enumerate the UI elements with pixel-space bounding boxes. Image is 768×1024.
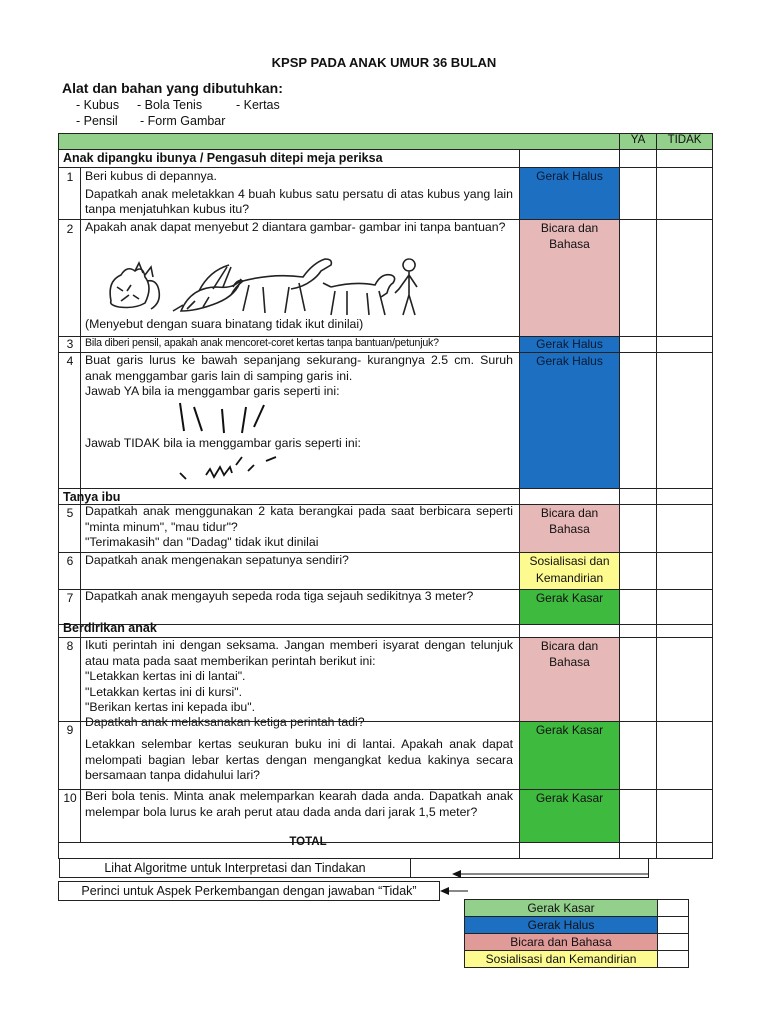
q4-line-1: Buat garis lurus ke bawah sepanjang sekurang- kurangnya 2.5 cm. Suruh anak menggambar garis lain di samping garis ini. bbox=[85, 353, 513, 383]
q1-text bbox=[85, 169, 513, 218]
legend bbox=[464, 899, 688, 969]
q8-line-4: "Berikan kertas ini kepada ibu". bbox=[85, 700, 256, 714]
q10-category: Gerak Kasar bbox=[520, 790, 619, 842]
table-header-bar bbox=[58, 133, 620, 150]
q9-category: Gerak Kasar bbox=[520, 722, 619, 789]
q9-text: Letakkan selembar kertas seukuran buku ini di lantai. Apakah anak dapat melompati bagian lebar kertas dengan mengangkat kedua kakinya secara bersamaan tanpa didahului lari? bbox=[85, 737, 513, 782]
row-divider bbox=[58, 842, 712, 843]
q5-text bbox=[85, 504, 513, 551]
section-pangku: Anak dipangku ibunya / Pengasuh ditepi meja periksa bbox=[63, 151, 383, 165]
q4-line-yes: Jawab YA bila ia menggambar garis seperti ini: bbox=[85, 384, 340, 398]
q8-line-2: "Letakkan kertas ini di lantai". bbox=[85, 669, 246, 683]
q8-number: 8 bbox=[66, 639, 74, 653]
q2-number: 2 bbox=[66, 222, 74, 236]
legend-gerak-kasar: Gerak Kasar bbox=[464, 899, 658, 917]
tool-bola-tenis: - Bola Tenis bbox=[137, 98, 203, 112]
arrow-left-icon bbox=[452, 868, 650, 880]
legend-bicara-bahasa-box[interactable] bbox=[657, 933, 689, 951]
section-berdirikan: Berdirikan anak bbox=[63, 621, 157, 635]
q5-category: Bicara dan Bahasa bbox=[520, 505, 619, 552]
q1-line-2: Dapatkah anak meletakkan 4 buah kubus satu persatu di atas kubus yang lain tanpa menjatuhkan kubus itu? bbox=[85, 186, 513, 216]
q1-category: Gerak Halus bbox=[520, 168, 619, 219]
tool-kubus: - Kubus bbox=[76, 98, 120, 112]
q8-line-5: Dapatkah anak melaksanakan ketiga perintah tadi? bbox=[85, 714, 365, 729]
q2-category: Bicara dan Bahasa bbox=[520, 220, 619, 336]
q8-line-3: "Letakkan kertas ini di kursi". bbox=[85, 684, 243, 699]
q6-category: Sosialisasi dan Kemandirian bbox=[520, 553, 619, 589]
arrow-left-icon bbox=[440, 885, 470, 897]
tool-pensil: - Pensil bbox=[76, 114, 118, 128]
q5-number: 5 bbox=[66, 506, 74, 520]
total-label: TOTAL bbox=[289, 836, 327, 848]
q6-number: 6 bbox=[66, 554, 74, 568]
tool-form-gambar: - Form Gambar bbox=[140, 114, 226, 128]
q4-number: 4 bbox=[66, 354, 74, 368]
section-tanya-ibu: Tanya ibu bbox=[63, 490, 121, 504]
tool-kertas: - Kertas bbox=[236, 98, 280, 112]
kpsp-table bbox=[58, 133, 712, 859]
q3-number: 3 bbox=[66, 337, 74, 351]
legend-gerak-halus-box[interactable] bbox=[657, 916, 689, 934]
row-divider bbox=[58, 488, 712, 489]
tools-heading: Alat dan bahan yang dibutuhkan: bbox=[62, 80, 283, 96]
q5-line-1: Dapatkah anak menggunakan 2 kata berangkai pada saat berbicara seperti "minta minum", "mau tidur"? bbox=[85, 504, 513, 534]
legend-sosialisasi-box[interactable] bbox=[657, 950, 689, 968]
q10-text: Beri bola tenis. Minta anak melemparkan kearah dada anda. Dapatkah anak melempar bola lurus ke arah perut atau dada anda dari jarak 1,5 meter? bbox=[85, 789, 513, 819]
q4-text bbox=[85, 353, 513, 400]
q7-number: 7 bbox=[66, 591, 74, 605]
q3-text: Bila diberi pensil, apakah anak mencoret-coret kertas tanpa bantuan/petunjuk? bbox=[85, 337, 439, 349]
q9-number: 9 bbox=[66, 723, 74, 737]
q2-note: (Menyebut dengan suara binatang tidak ikut dinilai) bbox=[85, 317, 364, 331]
animal-pictures bbox=[103, 251, 433, 321]
q2-line-1: Apakah anak dapat menyebut 2 diantara gambar- gambar ini tanpa bantuan? bbox=[85, 220, 506, 234]
q5-line-2: "Terimakasih" dan "Dadag" tidak ikut dinilai bbox=[85, 535, 319, 549]
straight-lines-yes bbox=[166, 401, 306, 437]
legend-bicara-bahasa: Bicara dan Bahasa bbox=[464, 933, 658, 951]
perinci-box: Perinci untuk Aspek Perkembangan dengan jawaban “Tidak” bbox=[58, 881, 440, 901]
scribble-lines-no bbox=[170, 451, 310, 487]
page-title: KPSP PADA ANAK UMUR 36 BULAN bbox=[271, 55, 497, 70]
col-tidak-header: TIDAK bbox=[656, 133, 713, 150]
q1-number: 1 bbox=[66, 170, 74, 184]
q4-line-no: Jawab TIDAK bila ia menggambar garis seperti ini: bbox=[85, 436, 361, 450]
q8-category: Bicara dan Bahasa bbox=[520, 638, 619, 721]
legend-sosialisasi: Sosialisasi dan Kemandirian bbox=[464, 950, 658, 968]
q8-text bbox=[85, 638, 513, 729]
legend-gerak-halus: Gerak Halus bbox=[464, 916, 658, 934]
q8-line-1: Ikuti perintah ini dengan seksama. Jangan memberi isyarat dengan telunjuk atau mata pada saat memberikan perintah berikut ini: bbox=[85, 638, 513, 668]
q1-line-1: Beri kubus di depannya. bbox=[85, 169, 217, 183]
q10-number: 10 bbox=[63, 791, 77, 805]
num-col-line bbox=[80, 167, 81, 843]
q3-category: Gerak Halus bbox=[520, 337, 619, 352]
q6-text: Dapatkah anak mengenakan sepatunya sendiri? bbox=[85, 553, 349, 567]
q7-text: Dapatkah anak mengayuh sepeda roda tiga sejauh sedikitnya 3 meter? bbox=[85, 589, 474, 603]
q4-category: Gerak Halus bbox=[520, 353, 619, 488]
legend-gerak-kasar-box[interactable] bbox=[657, 899, 689, 917]
q7-category: Gerak Kasar bbox=[520, 590, 619, 624]
col-ya-header: YA bbox=[619, 133, 657, 150]
q2-text bbox=[85, 220, 513, 236]
algoritme-box: Lihat Algoritme untuk Interpretasi dan Tindakan bbox=[59, 858, 411, 878]
